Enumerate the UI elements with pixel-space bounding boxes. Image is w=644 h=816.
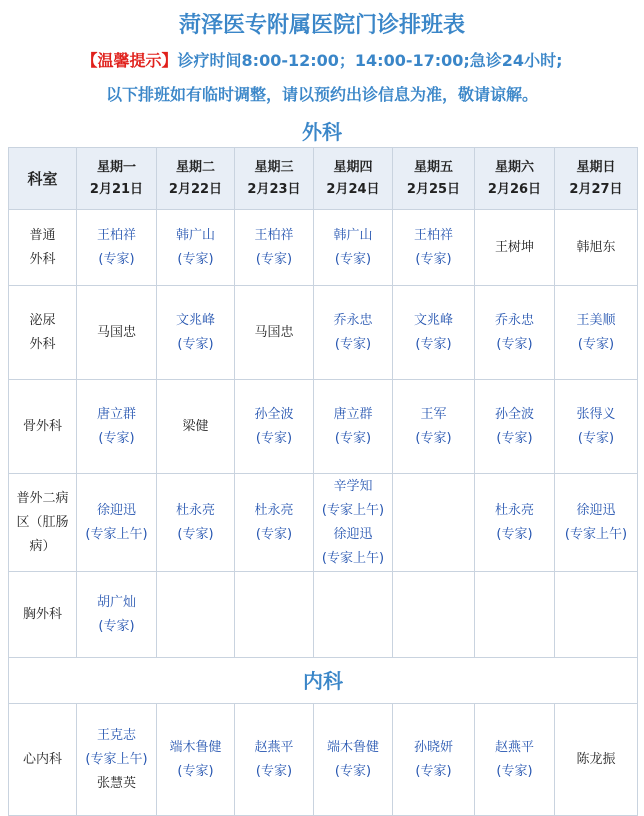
doctor-name: 王树坤 [494, 239, 534, 255]
date-label: 2月27日 [569, 181, 623, 197]
dept-label: 外科 [29, 251, 56, 267]
dept-cell [9, 474, 77, 572]
dept-label: 胸外科 [22, 606, 62, 622]
expert-tag: (专家) [255, 430, 293, 446]
day-header-tue [157, 148, 235, 210]
doctor-name: 马国忠 [254, 324, 294, 340]
doctor-name: 端木鲁健 [326, 739, 379, 755]
schedule-cell [475, 704, 555, 816]
schedule-cell [157, 704, 235, 816]
date-label: 2月25日 [406, 181, 461, 197]
doctor-name: 文兆峰 [175, 312, 215, 328]
section-title-surgery: 外科 [302, 120, 342, 144]
expert-tag: (专家) [334, 430, 372, 446]
doctor-name: 王柏祥 [413, 227, 453, 243]
expert-tag: (专家) [177, 526, 214, 542]
expert-tag: (专家) [255, 526, 293, 542]
doctor-name: 孙全波 [254, 406, 294, 422]
doctor-name: 韩广山 [333, 227, 373, 243]
expert-tag: (专家) [255, 763, 293, 779]
schedule-cell [314, 474, 393, 572]
date-label: 2月22日 [168, 181, 223, 197]
table-row [9, 474, 638, 572]
dept-label: 骨外科 [22, 418, 62, 434]
doctor-name: 赵燕平 [254, 739, 294, 755]
dept-label: 泌尿 [29, 312, 56, 328]
notice-hours: 诊疗时间8:00-12:00；14:00-17:00;急诊24小时; [177, 51, 563, 70]
schedule-cell [314, 286, 393, 380]
schedule-cell [393, 210, 475, 286]
expert-tag: (专家) [496, 763, 533, 779]
schedule-cell [235, 572, 314, 658]
schedule-cell [393, 380, 475, 474]
schedule-cell [235, 210, 314, 286]
expert-tag: (专家) [577, 430, 615, 446]
doctor-name: 王柏祥 [96, 227, 136, 243]
expert-tag: (专家) [334, 763, 372, 779]
weekday-label: 星期六 [494, 159, 534, 175]
schedule-cell [157, 380, 235, 474]
doctor-name: 赵燕平 [494, 739, 534, 755]
expert-tag: (专家) [334, 336, 372, 352]
schedule-cell [157, 572, 235, 658]
day-header-sat [475, 148, 555, 210]
doctor-name: 杜永亮 [494, 502, 534, 518]
day-header-sun [555, 148, 638, 210]
table-row [9, 286, 638, 380]
expert-tag: (专家上午) [564, 526, 628, 542]
day-header-mon [77, 148, 157, 210]
expert-tag: (专家上午) [321, 550, 385, 566]
schedule-cell [475, 474, 555, 572]
expert-tag: (专家) [177, 336, 214, 352]
dept-label: 病） [29, 538, 56, 554]
doctor-name: 端木鲁健 [169, 739, 222, 755]
doctor-name: 辛学知 [333, 478, 373, 494]
schedule-cell [77, 210, 157, 286]
surgery-rows [9, 210, 638, 658]
schedule-cell [475, 286, 555, 380]
notice-line-2: 以下排班如有临时调整，请以预约出诊信息为准，敬请谅解。 [105, 85, 538, 104]
expert-tag: (专家) [415, 251, 452, 267]
expert-tag: (专家上午) [85, 526, 148, 542]
notice-tag: 【温馨提示】 [81, 51, 178, 70]
doctor-name: 乔永忠 [494, 312, 534, 328]
schedule-cell [393, 704, 475, 816]
expert-tag: (专家) [98, 430, 135, 446]
day-header-thu [314, 148, 393, 210]
expert-tag: (专家) [496, 430, 533, 446]
doctor-name: 张慧英 [96, 775, 136, 791]
expert-tag: (专家) [177, 763, 214, 779]
page-title: 菏泽医专附属医院门诊排班表 [178, 13, 465, 38]
date-label: 2月24日 [326, 181, 380, 197]
dept-label: 外科 [29, 336, 56, 352]
doctor-name: 王军 [420, 406, 447, 422]
schedule-cell [393, 474, 475, 572]
doctor-name: 梁健 [182, 418, 209, 434]
table-row [9, 572, 638, 658]
schedule-cell [77, 286, 157, 380]
expert-tag: (专家) [177, 251, 214, 267]
expert-tag: (专家) [98, 251, 135, 267]
schedule-cell [555, 704, 638, 816]
doctor-name: 王美顺 [576, 312, 616, 328]
schedule-cell [555, 380, 638, 474]
schedule-cell [77, 704, 157, 816]
schedule-cell [157, 210, 235, 286]
schedule-cell [393, 286, 475, 380]
dept-column-header: 科室 [9, 148, 77, 210]
table-row [9, 380, 638, 474]
expert-tag: (专家) [577, 336, 615, 352]
doctor-name: 徐迎迅 [96, 502, 136, 518]
schedule-cell [555, 572, 638, 658]
doctor-name: 唐立群 [96, 406, 136, 422]
weekday-label: 星期日 [576, 159, 616, 175]
day-header-fri [393, 148, 475, 210]
schedule-cell [314, 704, 393, 816]
schedule-cell [475, 210, 555, 286]
expert-tag: (专家) [334, 251, 372, 267]
schedule-cell [235, 474, 314, 572]
section-row-internal [9, 658, 638, 704]
doctor-name: 陈龙振 [576, 751, 616, 767]
schedule-cell [555, 286, 638, 380]
doctor-name: 徐迎迅 [576, 502, 616, 518]
expert-tag: (专家上午) [85, 751, 148, 767]
date-label: 2月26日 [487, 181, 542, 197]
weekday-label: 星期五 [413, 159, 453, 175]
doctor-name: 孙晓妍 [413, 739, 453, 755]
expert-tag: (专家) [415, 430, 452, 446]
weekday-label: 星期三 [254, 159, 294, 175]
dept-cell [9, 210, 77, 286]
table-row [9, 210, 638, 286]
schedule-cell [475, 572, 555, 658]
dept-cell [9, 572, 77, 658]
schedule-cell [555, 474, 638, 572]
weekday-label: 星期四 [333, 159, 373, 175]
schedule-cell [475, 380, 555, 474]
doctor-name: 韩旭东 [576, 239, 616, 255]
doctor-name: 杜永亮 [254, 502, 294, 518]
doctor-name: 文兆峰 [413, 312, 453, 328]
dept-label: 普通 [29, 227, 56, 243]
schedule-cell [77, 380, 157, 474]
schedule-cell [235, 704, 314, 816]
weekday-label: 星期二 [175, 159, 215, 175]
schedule-cell [157, 286, 235, 380]
internal-rows [9, 658, 638, 816]
dept-cell [9, 380, 77, 474]
date-label: 2月21日 [89, 181, 144, 197]
expert-tag: (专家) [415, 336, 452, 352]
expert-tag: (专家) [415, 763, 452, 779]
weekday-label: 星期一 [96, 159, 136, 175]
doctor-name: 韩广山 [175, 227, 215, 243]
doctor-name: 张得义 [576, 406, 616, 422]
schedule-cell [393, 572, 475, 658]
doctor-name: 徐迎迅 [333, 526, 373, 542]
doctor-name: 杜永亮 [175, 502, 215, 518]
dept-cell [9, 286, 77, 380]
doctor-name: 王克志 [96, 727, 136, 743]
dept-label: 心内科 [22, 751, 62, 767]
expert-tag: (专家上午) [321, 502, 385, 518]
schedule-cell [314, 572, 393, 658]
dept-cell [9, 704, 77, 816]
doctor-name: 马国忠 [96, 324, 136, 340]
expert-tag: (专家) [496, 526, 533, 542]
date-label: 2月23日 [247, 181, 301, 197]
schedule-cell [235, 380, 314, 474]
expert-tag: (专家) [496, 336, 533, 352]
schedule-table [8, 147, 638, 816]
doctor-name: 胡广灿 [96, 594, 136, 610]
schedule-cell [77, 474, 157, 572]
schedule-cell [157, 474, 235, 572]
schedule-cell [77, 572, 157, 658]
expert-tag: (专家) [255, 251, 293, 267]
dept-label: 区（肛肠 [16, 514, 69, 530]
expert-tag: (专家) [98, 618, 135, 634]
doctor-name: 唐立群 [333, 406, 373, 422]
doctor-name: 孙全波 [494, 406, 534, 422]
schedule-cell [555, 210, 638, 286]
schedule-cell [314, 380, 393, 474]
schedule-cell [314, 210, 393, 286]
dept-label: 普外二病 [16, 490, 69, 506]
doctor-name: 乔永忠 [333, 312, 373, 328]
schedule-cell [235, 286, 314, 380]
section-title-internal: 内科 [9, 658, 638, 704]
table-row [9, 704, 638, 816]
day-header-wed [235, 148, 314, 210]
doctor-name: 王柏祥 [254, 227, 294, 243]
header-row [9, 148, 638, 210]
notice-line-1 [0, 48, 644, 71]
